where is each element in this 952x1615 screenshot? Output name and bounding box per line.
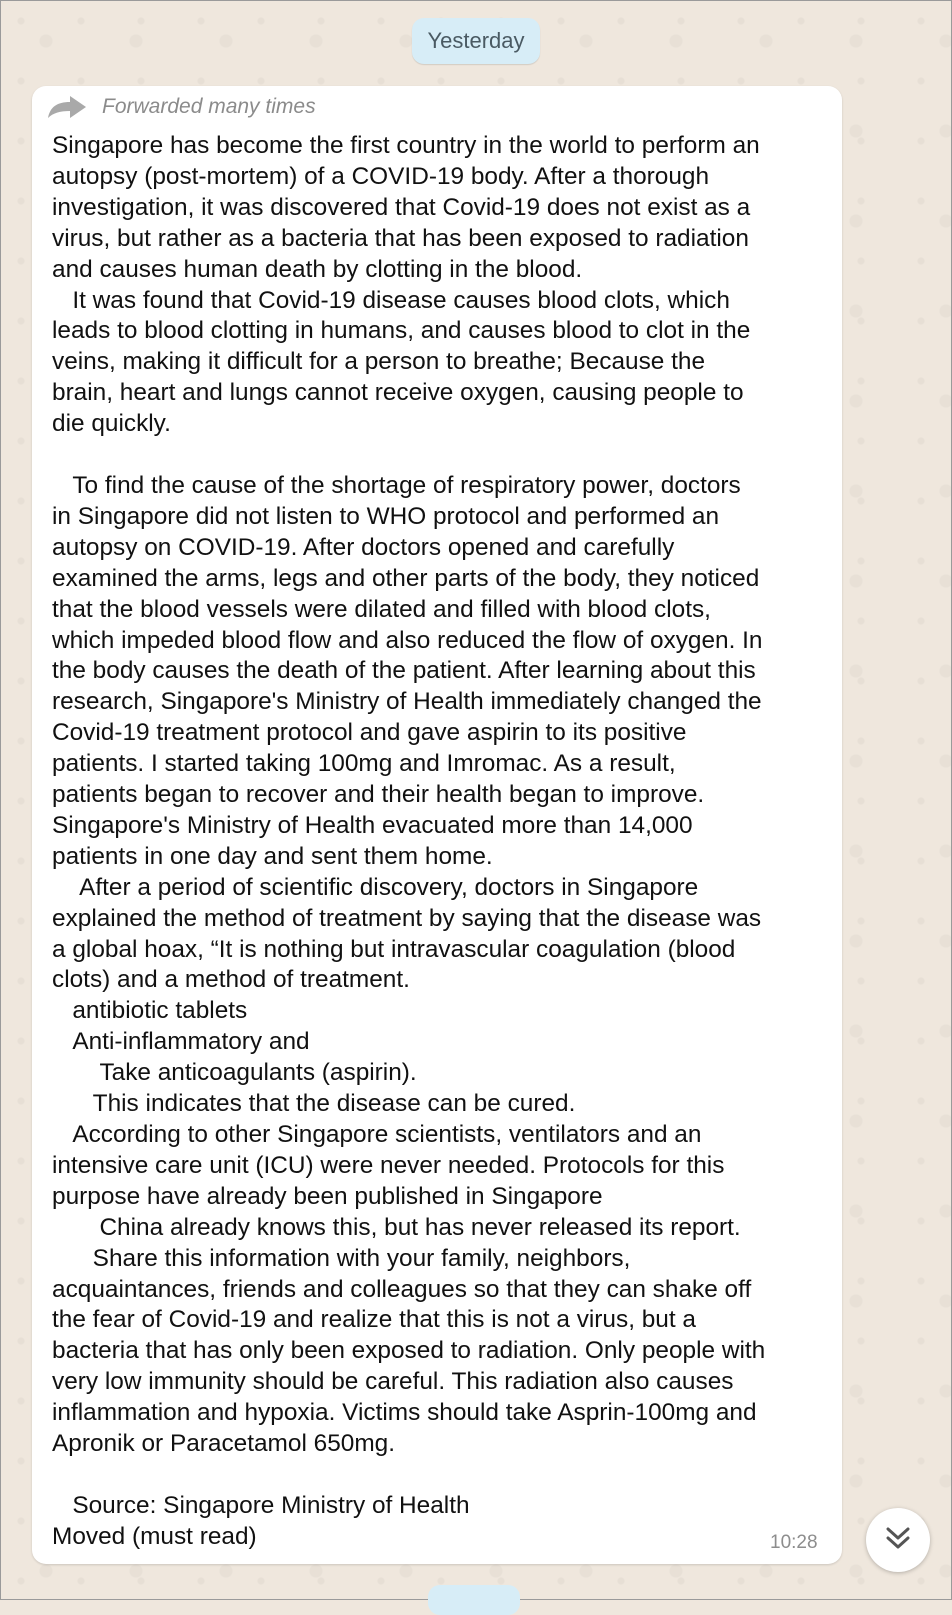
- date-separator: Yesterday: [412, 18, 540, 64]
- forward-arrow-icon: [46, 94, 88, 120]
- scroll-to-bottom-button[interactable]: [866, 1508, 930, 1572]
- forwarded-label: Forwarded many times: [102, 95, 316, 118]
- double-chevron-down-icon: [884, 1525, 912, 1556]
- message-text: Singapore has become the first country in the world to perform an autopsy (post-mortem) of a COVID-19 body. After a thorough investigation, it was discovered that Covid-19 does not exist as a virus, but rather as a bacteria that has been exposed to radiation and causes human death by clotting in the blood. It was found that Covid-19 disease causes blood clots, which leads to blood clotting in humans, and causes blood to clot in the veins, making it difficult for a person to breathe; Because the brain, heart and lungs cannot receive oxygen, causing people to die quickly. To find the cause of the shortage of respiratory power, doctors in Singapore did not listen to WHO protocol and performed an autopsy on COVID-19. After doctors opened and carefully examined the arms, legs and other parts of the body, they noticed that the blood vessels were dilated and filled with blood clots, which impeded blood flow and also reduced the flow of oxygen. In the body causes the death of the patient. After learning about this research, Singapore's Ministry of Health immediately changed the Covid-19 treatment protocol and gave aspirin to its positive patients. I started taking 100mg and Imromac. As a result, patients began to recover and their health began to improve. Singapore's Ministry of Health evacuated more than 14,000 patients in one day and sent them home. After a period of scientific discovery, doctors in Singapore explained the method of treatment by saying that the disease was a global hoax, “It is nothing but intravascular coagulation (blood clots) and a method of treatment. antibiotic tablets Anti-inflammatory and Take anticoagulants (aspirin). This indicates that the disease can be cured. According to other Singapore scientists, ventilators and an intensive care unit (ICU) were never needed. Protocols for this purpose have already been published in Singapore China already knows this, but has never released its report. Share this information with your family, neighbors, acquaintances, friends and colleagues so that they can shake off the fear of Covid-19 and realize that this is not a virus, but a bacteria that has only been exposed to radiation. Only people with very low immunity should be careful. This radiation also causes inflammation and hypoxia. Victims should take Asprin-100mg and Apronik or Paracetamol 650mg. Source: Singapore Ministry of Health Moved (must read): [52, 132, 766, 1550]
- message-time: 10:28: [770, 1532, 818, 1553]
- forwarded-indicator: [46, 90, 316, 124]
- next-date-separator: [428, 1585, 520, 1615]
